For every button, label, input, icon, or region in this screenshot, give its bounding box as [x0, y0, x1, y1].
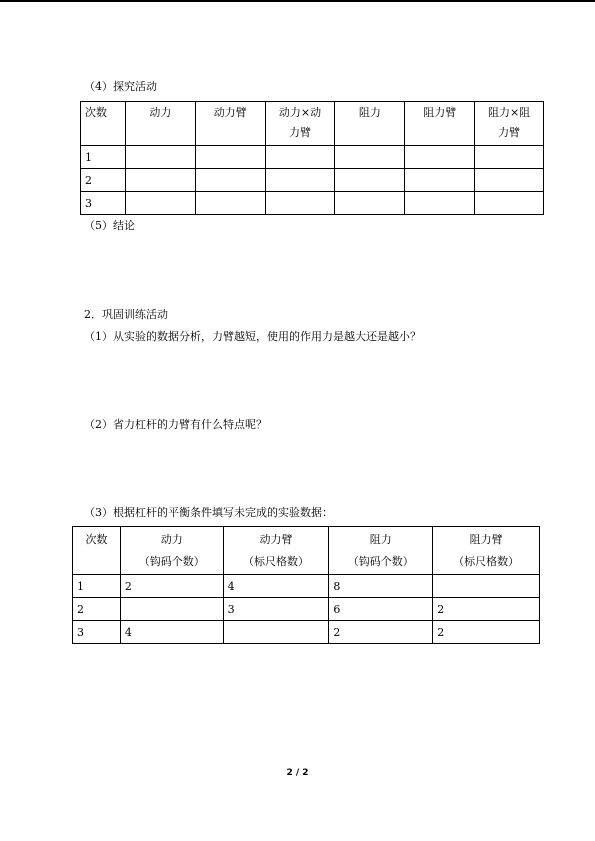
table-header-row	[73, 527, 540, 575]
question-3: （3）根据杠杆的平衡条件填写未完成的实验数据：	[84, 506, 333, 519]
header-cell: 动力	[125, 102, 195, 146]
table-cell	[125, 146, 195, 169]
table-cell: 2	[433, 621, 540, 644]
table-cell	[405, 192, 475, 215]
header-cell: 阻力 （钩码个数）	[329, 527, 433, 575]
table-cell	[475, 146, 544, 169]
table-cell	[335, 192, 405, 215]
table-row	[73, 621, 540, 644]
table-cell	[433, 575, 540, 598]
table-cell	[335, 146, 405, 169]
table-cell	[195, 146, 265, 169]
section-5-heading: （5）结论	[84, 219, 135, 232]
question-1: （1）从实验的数据分析，力臂越短，使用的作用力是越大还是越小？	[84, 330, 421, 343]
table-row	[73, 575, 540, 598]
table-cell	[265, 169, 335, 192]
table-cell	[265, 192, 335, 215]
table-cell: 4	[223, 575, 329, 598]
table-cell: 2	[433, 598, 540, 621]
page-number: 2 / 2	[286, 768, 309, 778]
table-cell: 2	[81, 169, 126, 192]
header-cell: 动力 （钩码个数）	[120, 527, 223, 575]
table-row	[81, 192, 544, 215]
section-4-heading: （4）探究活动	[84, 80, 157, 93]
table-cell: 4	[120, 621, 223, 644]
table-cell: 3	[81, 192, 126, 215]
table-row	[81, 146, 544, 169]
header-cell: 阻力臂 （标尺格数）	[433, 527, 540, 575]
table-cell: 6	[329, 598, 433, 621]
table-cell	[195, 192, 265, 215]
table-header-row	[81, 102, 544, 146]
header-cell: 动力臂	[195, 102, 265, 146]
table-cell: 3	[223, 598, 329, 621]
table-cell: 2	[120, 575, 223, 598]
table-row	[81, 169, 544, 192]
table-cell	[335, 169, 405, 192]
table-cell	[475, 169, 544, 192]
header-cell: 阻力臂	[405, 102, 475, 146]
top-rule	[0, 0, 595, 2]
header-cell: 次数	[81, 102, 126, 146]
table-row	[73, 598, 540, 621]
table-cell	[475, 192, 544, 215]
data-table	[72, 526, 540, 644]
table-cell	[195, 169, 265, 192]
table-cell: 8	[329, 575, 433, 598]
table-cell	[405, 169, 475, 192]
table-cell: 2	[329, 621, 433, 644]
table-cell	[265, 146, 335, 169]
table-cell	[125, 192, 195, 215]
header-cell: 次数	[73, 527, 121, 575]
table-cell	[120, 598, 223, 621]
table-cell	[405, 146, 475, 169]
question-2: （2）省力杠杆的力臂有什么特点呢？	[84, 418, 267, 431]
experiment-table	[80, 101, 544, 215]
section-2-title: 2．巩固训练活动	[84, 308, 168, 321]
header-cell: 阻力	[335, 102, 405, 146]
table-cell	[125, 169, 195, 192]
header-cell: 动力×动 力臂	[265, 102, 335, 146]
table-cell: 1	[81, 146, 126, 169]
header-cell: 动力臂 （标尺格数）	[223, 527, 329, 575]
table-cell: 1	[73, 575, 121, 598]
table-cell: 2	[73, 598, 121, 621]
table-cell: 3	[73, 621, 121, 644]
header-cell: 阻力×阻 力臂	[475, 102, 544, 146]
table-cell	[223, 621, 329, 644]
